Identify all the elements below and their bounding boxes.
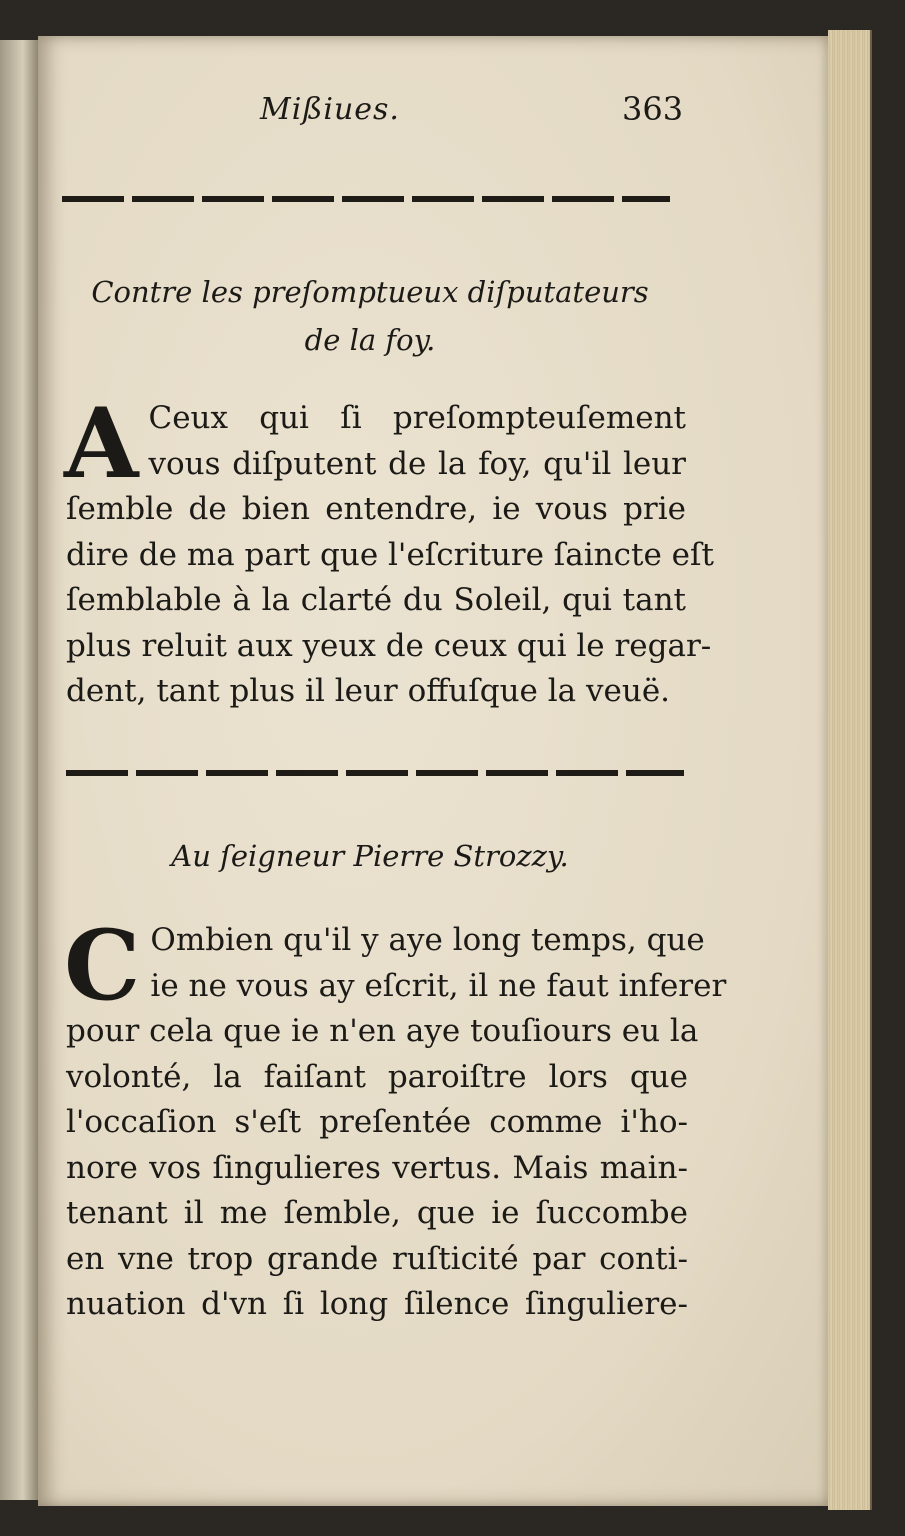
text-line: dire de ma part que l'eſcriture ſaincte eſt (66, 536, 714, 573)
text-line: l'occaſion s'eſt preſentée comme i'ho- (66, 1104, 688, 1140)
section-heading (80, 268, 660, 364)
running-head: Mißiues. (260, 92, 400, 127)
text-line: ie ne vous ay eſcrit, il ne faut inferer (150, 967, 727, 1004)
text-line: pour cela que ie n'en aye touſiours eu la (66, 1013, 699, 1049)
text-line: Ceux qui ſi preſompteuſement (148, 400, 686, 436)
text-line: nore vos ſingulieres vertus. Mais main- (66, 1149, 688, 1186)
heading-line: de la foy. (304, 323, 436, 357)
text-line: volonté, la faiſant paroiſtre lors que (66, 1058, 688, 1095)
section-heading (100, 832, 640, 880)
text-line: tenant il me ſemble, que ie ſuccombe (66, 1195, 688, 1231)
page-number: 363 (622, 90, 684, 128)
text-line: Ombien qu'il y aye long temps, que (150, 922, 705, 958)
text-line: plus reluit aux yeux de ceux qui le regar- (66, 627, 712, 664)
drop-cap: A (64, 387, 139, 500)
facing-page-edge (0, 40, 38, 1500)
text-line: vous diſputent de la foy, qu'il leur (148, 445, 686, 482)
paragraph (64, 909, 727, 1328)
text-line: en vne trop grande ruſticité par conti- (66, 1240, 688, 1277)
text-line: ſemble de bien entendre, ie vous prie (66, 491, 686, 527)
ornamental-rule (62, 196, 670, 202)
paragraph (64, 387, 714, 715)
heading-line: Au ſeigneur Pierre Strozzy. (171, 839, 569, 873)
text-line: nuation d'vn ſi long ſilence ſinguliere- (66, 1286, 688, 1322)
text-line: dent, tant plus il leur offuſque la veuë. (66, 673, 671, 709)
text-line: ſemblable à la clarté du Soleil, qui tant (66, 582, 686, 618)
page-fore-edge (828, 30, 872, 1510)
ornamental-rule (66, 770, 684, 776)
heading-line: Contre les preſomptueux diſputateurs (91, 275, 649, 309)
drop-cap: C (64, 909, 141, 1022)
